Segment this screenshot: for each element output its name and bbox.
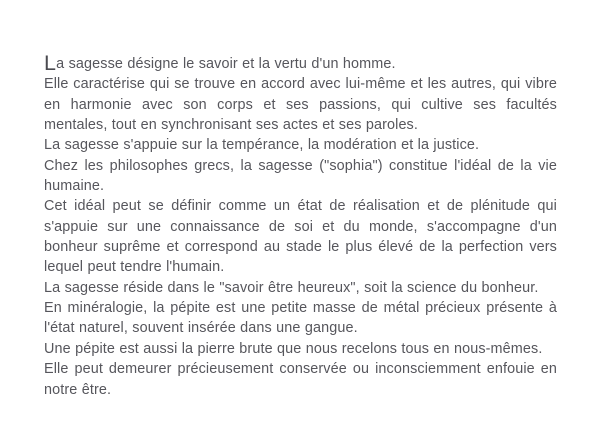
paragraph-9: Elle peut demeurer précieusement conservée ou inconsciemment enfouie en notre être. [44, 361, 557, 398]
paragraph-4: Chez les philosophes grecs, la sagesse ("sophia") constitue l'idéal de la vie humaine. [44, 157, 557, 195]
drop-cap-letter: L [44, 50, 57, 75]
paragraph-7: En minéralogie, la pépite est une petite masse de métal précieux présente à l'état naturel, souvent insérée dans une gangue. [44, 300, 557, 337]
document-text-body [44, 50, 557, 400]
paragraph-8: Une pépite est aussi la pierre brute que nous recelons tous en nous-mêmes. [44, 340, 543, 357]
paragraph-3: La sagesse s'appuie sur la tempérance, la modération et la justice. [44, 137, 480, 154]
paragraph-2: Elle caractérise qui se trouve en accord avec lui-même et les autres, qui vibre en harmonie avec son corps et ses passions, qui cultive ses facultés mentales, tout en synchronisant ses actes et ses paroles. [44, 76, 557, 134]
paragraph-5: Cet idéal peut se définir comme un état de réalisation et de plénitude qui s'appuie sur une connaissance de soi et du monde, s'accompagne d'un bonheur suprême et correspond au stade le plus élevé de la perfection vers lequel peut tendre l'humain. [44, 198, 557, 276]
paragraph-1-text: a sagesse désigne le savoir et la vertu d'un homme. [56, 56, 396, 72]
paragraph-6: La sagesse réside dans le "savoir être heureux", soit la science du bonheur. [44, 279, 539, 296]
paragraph-1 [44, 50, 557, 75]
